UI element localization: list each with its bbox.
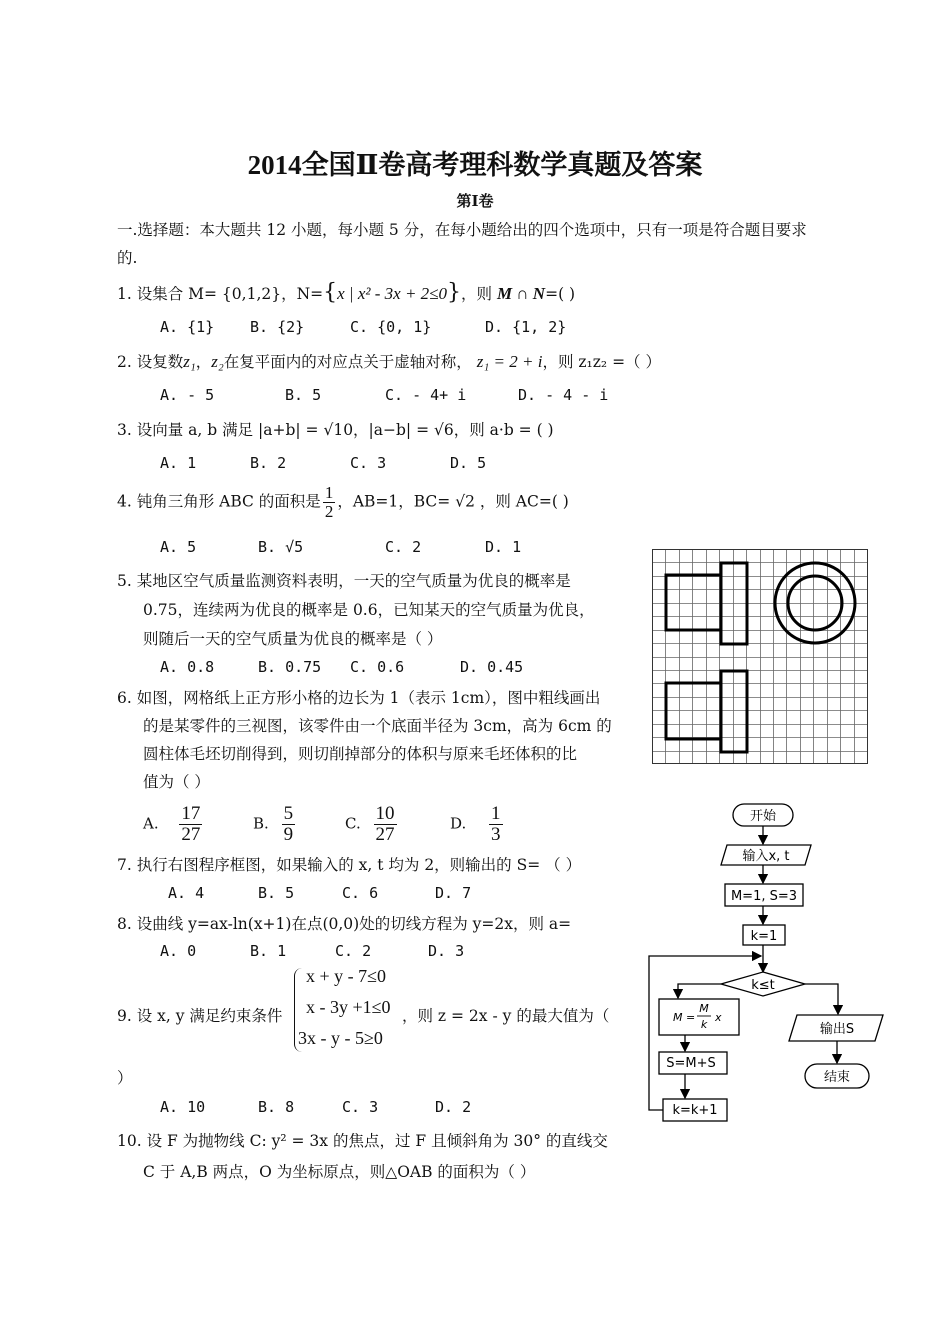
question-8: 8. 设曲线 y=ax-ln(x+1)在点(0,0)处的切线方程为 y=2x，则 a=: [117, 915, 572, 933]
q6-b-den: 9: [283, 824, 294, 845]
q9-option-c[interactable]: C. 3: [342, 1098, 379, 1116]
question-10-line-1: 10. 设 F 为抛物线 C: y² = 3x 的焦点，过 F 且倾斜角为 30° 的直线交: [117, 1132, 608, 1150]
q6-c-den: 27: [375, 824, 395, 845]
q6-b-num: 5: [283, 803, 294, 824]
question-7: 7. 执行右图程序框图，如果输入的 x, t 均为 2，则输出的 S= （ ）: [117, 856, 582, 874]
question-5-line-3: 则随后一天的空气质量为优良的概率是（ ）: [143, 630, 443, 648]
q4-option-d[interactable]: D. 1: [485, 538, 522, 556]
q2-option-c[interactable]: C. - 4+ i: [385, 386, 467, 404]
question-10-line-2: C 于 A,B 两点，O 为坐标原点，则△OAB 的面积为（ ）: [143, 1163, 536, 1181]
q6-d-num: 1: [491, 803, 501, 824]
section-intro-end: 的.: [117, 249, 138, 267]
q2-option-b[interactable]: B. 5: [285, 386, 322, 404]
q6-d-den: 3: [491, 824, 501, 845]
q6-option-d-frac: [489, 804, 503, 845]
flow-m-pre: M =: [673, 1011, 696, 1024]
q1-mid: ，则: [461, 285, 493, 303]
constraint-3: 3x - y - 5≥0: [298, 1028, 383, 1048]
question-4: [117, 484, 569, 521]
q2-mid: 在复平面内的对应点关于虚轴对称，: [223, 353, 472, 371]
q7-option-d[interactable]: D. 7: [435, 884, 472, 902]
q1-option-a[interactable]: A. {1}: [160, 318, 215, 336]
question-3: 3. 设向量 a, b 满足 |a+b| = √10，|a−b| = √6，则 a·b = ( ): [117, 421, 554, 439]
q5-option-b[interactable]: B. 0.75: [258, 658, 322, 676]
flow-output-label: 输出S: [819, 1022, 855, 1037]
q6-a-num: 17: [181, 803, 201, 824]
q2-post: ，则 z₁z₂ =（ ）: [542, 353, 661, 371]
q6-option-a-frac: [179, 804, 202, 845]
question-5-line-1: 5. 某地区空气质量监测资料表明，一天的空气质量为优良的概率是: [117, 572, 571, 590]
q2-option-a[interactable]: A. - 5: [160, 386, 215, 404]
grid-lines: [652, 549, 868, 764]
q9-option-d[interactable]: D. 2: [435, 1098, 472, 1116]
q8-option-b[interactable]: B. 1: [250, 942, 287, 960]
q9-option-b[interactable]: B. 8: [258, 1098, 295, 1116]
section-subtitle: 第Ⅰ卷: [456, 192, 494, 210]
q1-set: x | x² - 3x + 2≤0: [337, 284, 448, 303]
q1-option-d[interactable]: D. {1, 2}: [485, 318, 567, 336]
q6-c-num: 10: [375, 803, 395, 824]
q5-option-a[interactable]: A. 0.8: [160, 658, 215, 676]
q8-option-a[interactable]: A. 0: [160, 942, 197, 960]
q6-option-b-label: B.: [253, 814, 269, 833]
top-view-inner-circle: [788, 576, 842, 630]
q5-option-c[interactable]: C. 0.6: [350, 658, 405, 676]
q4-option-c[interactable]: C. 2: [385, 538, 422, 556]
page-title: 2014全国Ⅱ卷高考理科数学真题及答案: [247, 150, 703, 180]
q4-frac-den: 2: [324, 502, 334, 521]
q6-option-b-frac: [282, 804, 296, 845]
q2-z1: z₁: [183, 352, 196, 371]
q7-option-b[interactable]: B. 5: [258, 884, 295, 902]
section-intro: 一.选择题：本大题共 12 小题，每小题 5 分，在每小题给出的四个选项中，只有一项是符合题目要求: [117, 221, 807, 239]
q6-option-b[interactable]: [253, 804, 297, 845]
q4-frac-num: 1: [324, 483, 334, 502]
flow-start-label: 开始: [749, 809, 777, 824]
program-flowchart: [645, 798, 895, 1128]
question-6-line-1: 6. 如图，网格纸上正方形小格的边长为 1（表示 1cm），图中粗线画出: [117, 689, 601, 707]
three-view-figure: [652, 549, 868, 764]
q6-option-c-frac: [374, 804, 397, 845]
q2-sep: ，: [195, 353, 212, 371]
flow-k-init-label: k=1: [750, 929, 778, 944]
q6-option-d-label: D.: [450, 814, 467, 833]
flow-m-post: x: [715, 1011, 722, 1024]
q4-prefix: 4. 钝角三角形 ABC 的面积是: [117, 492, 321, 511]
front-view-block: [666, 575, 721, 630]
q6-option-d[interactable]: [450, 804, 505, 845]
question-2: [117, 350, 661, 372]
flow-end-label: 结束: [823, 1070, 851, 1085]
flow-condition-label: k≤t: [751, 978, 775, 993]
q5-option-d[interactable]: D. 0.45: [460, 658, 524, 676]
q6-option-a[interactable]: [143, 804, 204, 845]
q2-equation: z₁ = 2 + i: [476, 352, 543, 371]
q3-option-b[interactable]: B. 2: [250, 454, 287, 472]
question-6-line-4: 值为（ ）: [143, 773, 210, 791]
q7-option-c[interactable]: C. 6: [342, 884, 379, 902]
q6-option-c-label: C.: [345, 814, 361, 833]
flow-k-update-label: k=k+1: [672, 1103, 718, 1118]
q6-option-a-label: A.: [143, 814, 159, 833]
q3-option-c[interactable]: C. 3: [350, 454, 387, 472]
q1-post: =( ): [545, 285, 576, 303]
flow-m-num: M: [699, 1002, 709, 1015]
q4-post: ，AB=1，BC= √2 ，则 AC=( ): [337, 492, 569, 511]
question-6-line-3: 圆柱体毛坯切削得到，则切削掉部分的体积与原来毛坯体积的比: [143, 745, 578, 763]
q3-option-a[interactable]: A. 1: [160, 454, 197, 472]
q2-z2: z₂: [211, 352, 224, 371]
q1-prefix: 1. 设集合 M= {0,1,2}，N=: [117, 285, 324, 303]
constraint-2: x - 3y +1≤0: [306, 997, 391, 1017]
q4-option-b[interactable]: B. √5: [258, 538, 304, 556]
q9-option-a[interactable]: A. 10: [160, 1098, 206, 1116]
q3-option-d[interactable]: D. 5: [450, 454, 487, 472]
constraint-1: x + y - 7≤0: [306, 966, 387, 986]
q2-prefix: 2. 设复数: [117, 353, 184, 371]
flow-input-label: 输入x, t: [742, 849, 790, 864]
question-1: 1. 设集合 M= {0,1,2}，N={x | x² - 3x + 2≤0}，则 M ∩ N=( ): [117, 280, 576, 305]
question-5-line-2: 0.75，连续两为优良的概率是 0.6，已知某天的空气质量为优良，: [143, 601, 595, 619]
q4-option-a[interactable]: A. 5: [160, 538, 197, 556]
q2-option-d[interactable]: D. - 4 - i: [518, 386, 609, 404]
q7-option-a[interactable]: A. 4: [168, 884, 205, 902]
q1-expr: M ∩ N: [496, 284, 546, 303]
q6-option-c[interactable]: [345, 804, 399, 845]
q6-a-den: 27: [181, 824, 201, 845]
flow-m-den: k: [700, 1018, 708, 1031]
question-6-line-2: 的是某零件的三视图，该零件由一个底面半径为 3cm，高为 6cm 的: [143, 717, 612, 735]
q1-option-b[interactable]: B. {2}: [250, 318, 305, 336]
flow-s-update-label: S=M+S: [666, 1056, 716, 1071]
q8-option-d[interactable]: D. 3: [428, 942, 465, 960]
q8-option-c[interactable]: C. 2: [335, 942, 372, 960]
question-9-post: ，则 z = 2x - y 的最大值为（: [402, 1007, 610, 1025]
question-9-tail: ）: [117, 1069, 133, 1087]
flow-init-label: M=1, S=3: [730, 889, 798, 904]
q4-fraction: [323, 484, 336, 521]
side-view-block: [666, 683, 721, 739]
q1-option-c[interactable]: C. {0, 1}: [350, 318, 432, 336]
question-9-prefix: 9. 设 x, y 满足约束条件: [117, 1007, 283, 1025]
